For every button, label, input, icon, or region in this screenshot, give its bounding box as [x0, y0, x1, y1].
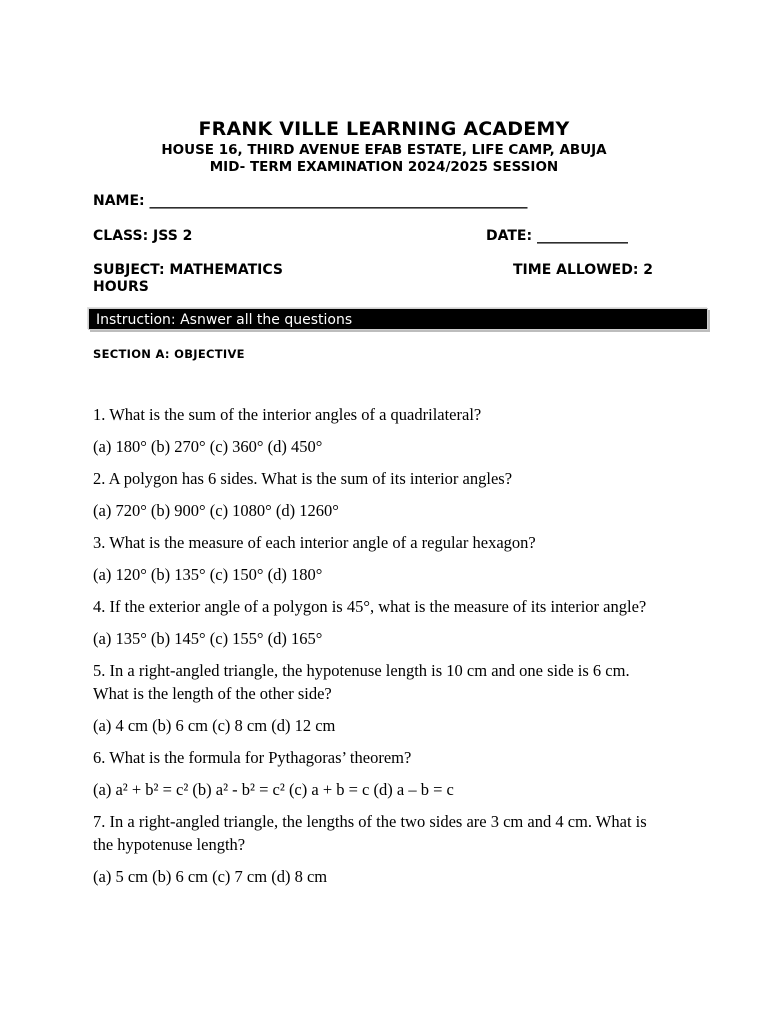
section-heading: SECTION A: OBJECTIVE: [93, 347, 245, 361]
time-allowed-field: TIME ALLOWED: 2: [513, 262, 654, 278]
question-options: (a) 5 cm (b) 6 cm (c) 7 cm (d) 8 cm: [93, 867, 328, 886]
hours-field: HOURS: [93, 279, 149, 295]
question-text: 6. What is the formula for Pythagoras’ theorem?: [93, 748, 412, 767]
question-options: (a) a² + b² = c² (b) a² - b² = c² (c) a + b = c (d) a – b = c: [93, 780, 454, 799]
subject-field: SUBJECT: MATHEMATICS: [93, 262, 283, 278]
question-text: 7. In a right-angled triangle, the lengths of the two sides are 3 cm and 4 cm. What is the hypotenuse length?: [93, 812, 647, 854]
name-field: NAME: ______________________________________________________: [93, 193, 528, 209]
school-address: HOUSE 16, THIRD AVENUE EFAB ESTATE, LIFE CAMP, ABUJA: [161, 142, 607, 158]
question-text: 2. A polygon has 6 sides. What is the sum of its interior angles?: [93, 469, 513, 488]
question-options: (a) 4 cm (b) 6 cm (c) 8 cm (d) 12 cm: [93, 716, 336, 735]
question-text: 1. What is the sum of the interior angles of a quadrilateral?: [93, 405, 482, 424]
question-options: (a) 180° (b) 270° (c) 360° (d) 450°: [93, 437, 323, 456]
question-item: [93, 659, 663, 737]
question-text: 3. What is the measure of each interior angle of a regular hexagon?: [93, 533, 536, 552]
question-item: [93, 746, 663, 801]
question-item: [93, 810, 663, 888]
question-item: [93, 467, 663, 522]
question-options: (a) 720° (b) 900° (c) 1080° (d) 1260°: [93, 501, 339, 520]
date-field: DATE: _____________: [486, 228, 628, 244]
instruction-banner: Instruction: Asnwer all the questions: [88, 308, 708, 330]
question-item: [93, 403, 663, 458]
question-item: [93, 595, 663, 650]
question-item: [93, 531, 663, 586]
question-list: [93, 403, 663, 897]
exam-title: MID- TERM EXAMINATION 2024/2025 SESSION: [209, 159, 559, 175]
question-text: 5. In a right-angled triangle, the hypotenuse length is 10 cm and one side is 6 cm. What is the length of the other side?: [93, 661, 630, 703]
class-field: CLASS: JSS 2: [93, 228, 193, 244]
school-name: FRANK VILLE LEARNING ACADEMY: [198, 118, 570, 140]
question-text: 4. If the exterior angle of a polygon is 45°, what is the measure of its interior angle?: [93, 597, 647, 616]
question-options: (a) 120° (b) 135° (c) 150° (d) 180°: [93, 565, 323, 584]
question-options: (a) 135° (b) 145° (c) 155° (d) 165°: [93, 629, 323, 648]
